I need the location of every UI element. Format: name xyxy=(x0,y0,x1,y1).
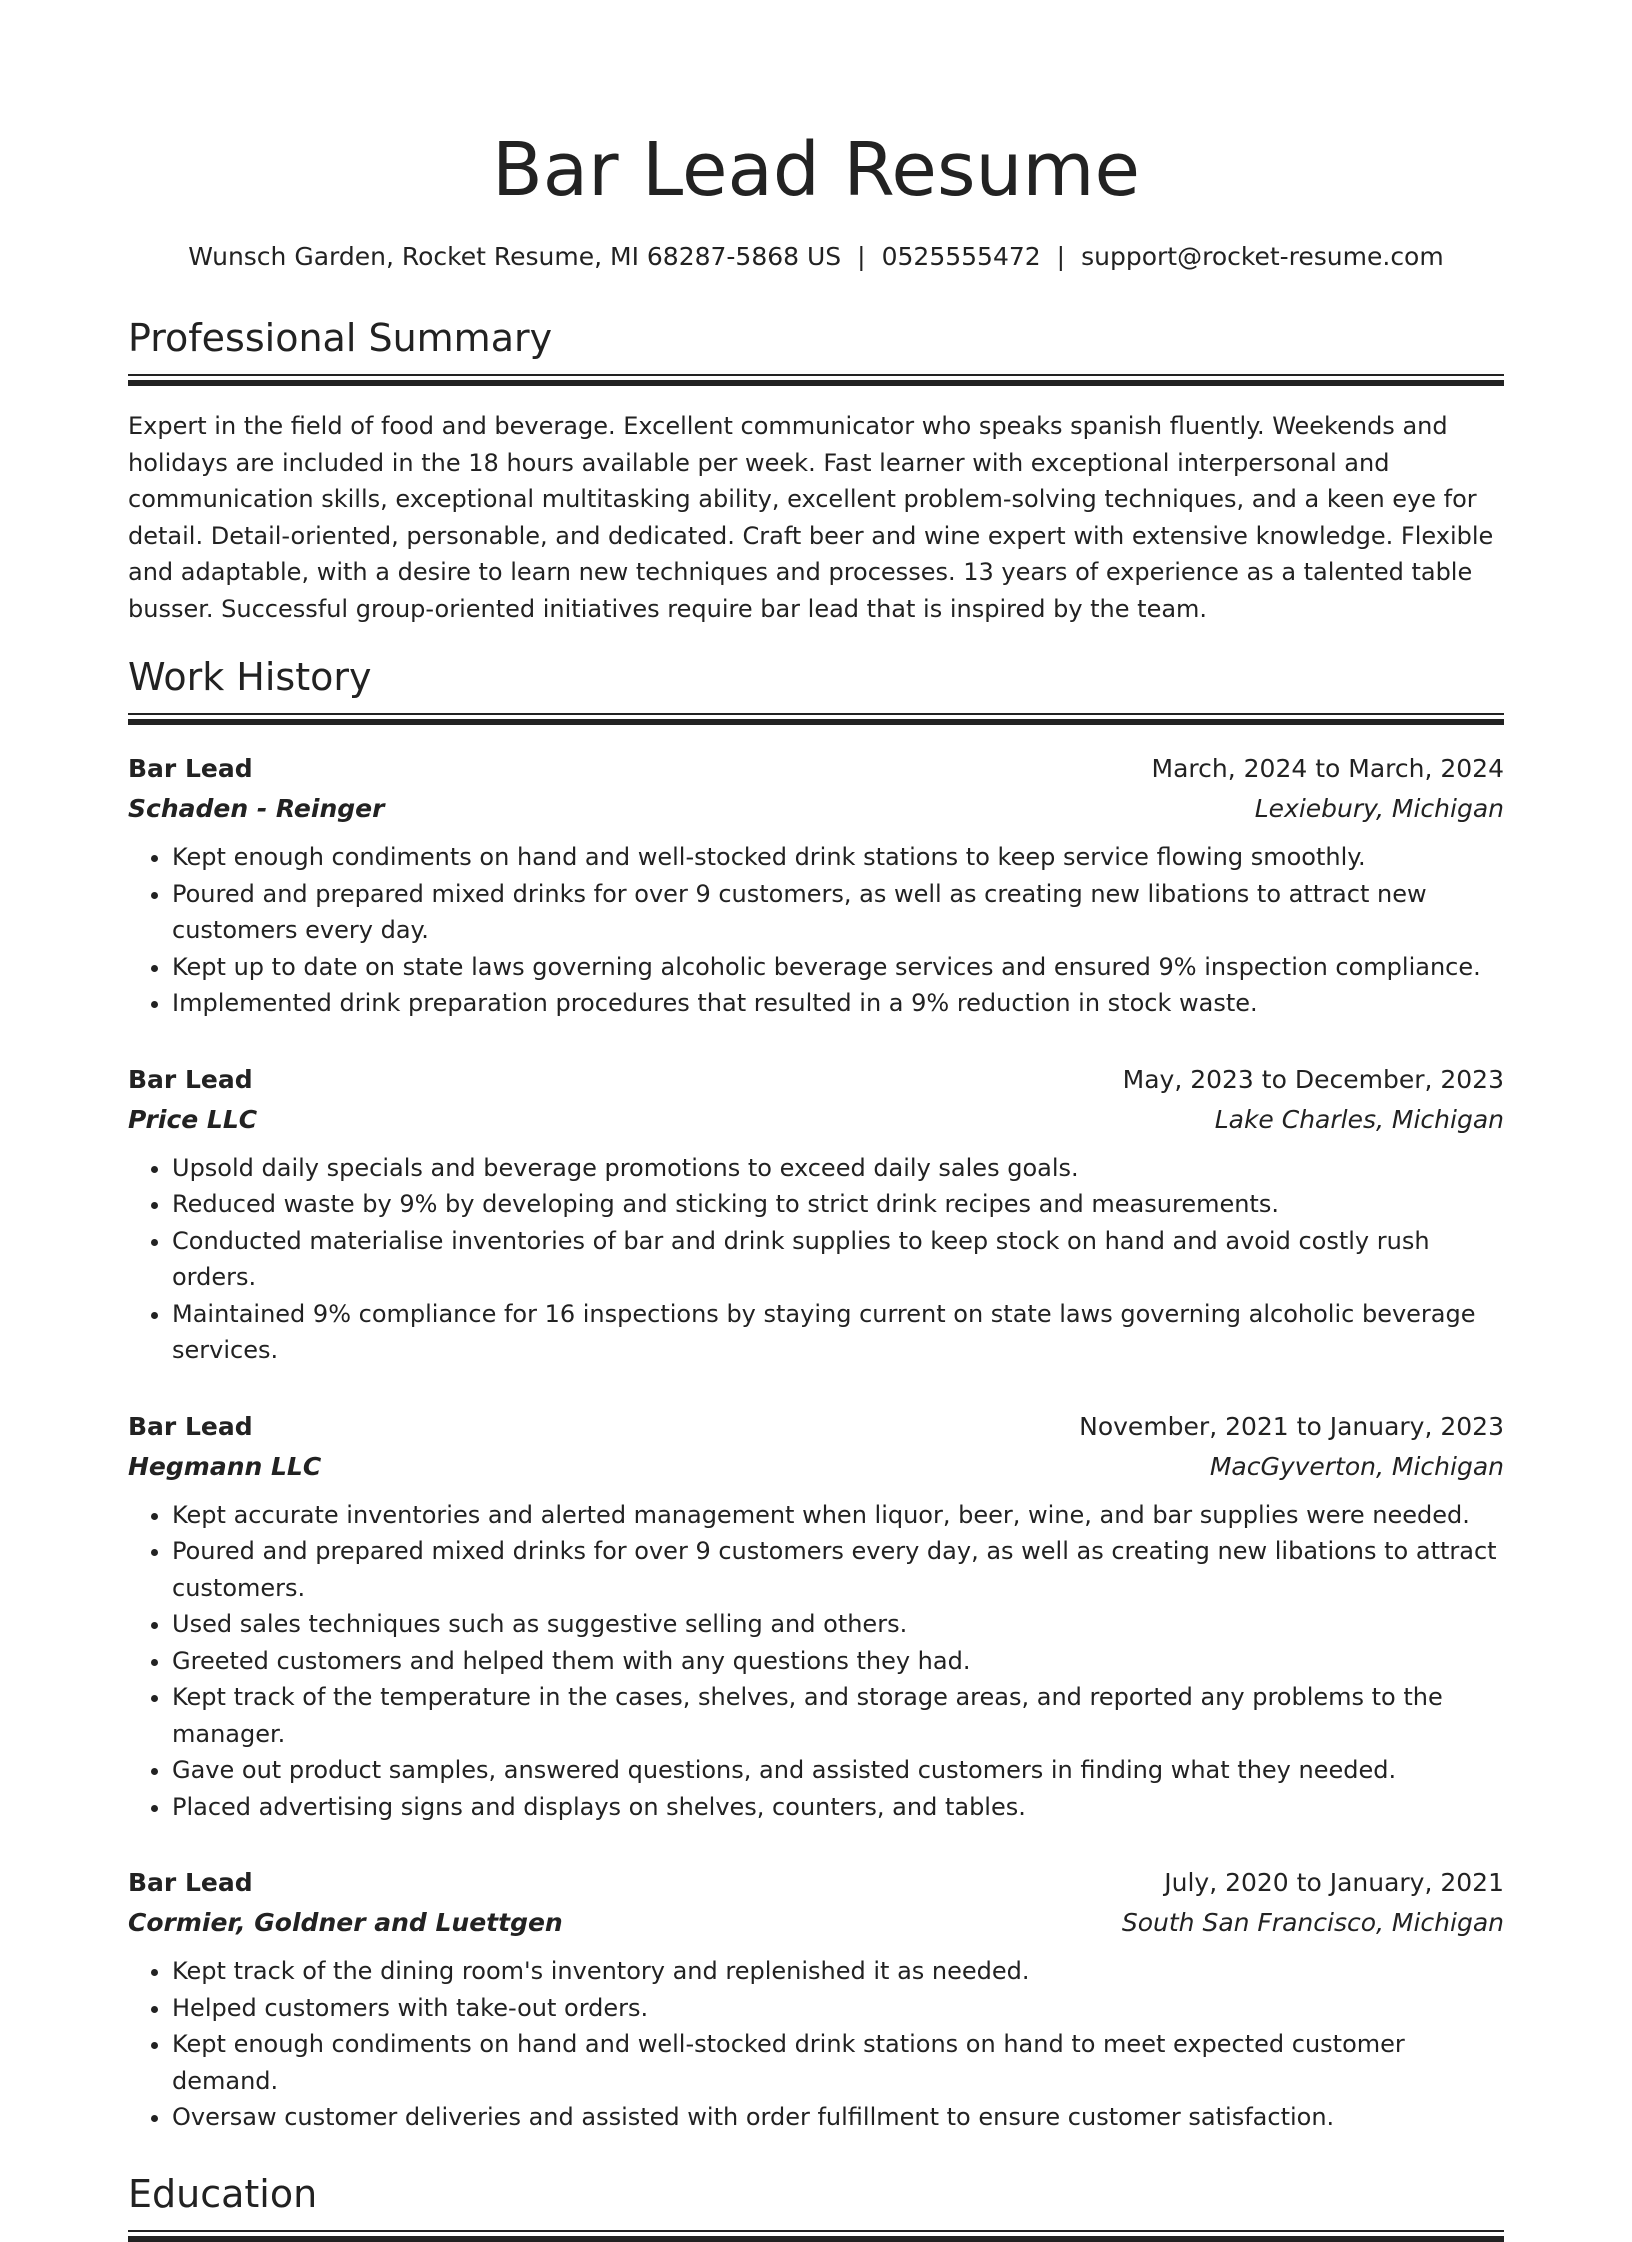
contact-separator: | xyxy=(1056,242,1066,271)
job-bullet: • Poured and prepared mixed drinks for over 9 customers, as well as creating new libations to attract new customers every day. xyxy=(172,876,1504,949)
section-title-summary: Professional Summary xyxy=(128,316,553,360)
job-bullet-list xyxy=(128,1497,1504,1826)
job-bullet: • Kept track of the dining room's inventory and replenished it as needed. xyxy=(172,1953,1504,1990)
job-company-row xyxy=(128,1903,1504,1943)
contact-line xyxy=(128,240,1504,274)
job-bullet: • Oversaw customer deliveries and assisted with order fulfillment to ensure customer satisfaction. xyxy=(172,2099,1504,2136)
job-bullet: • Kept enough condiments on hand and well-stocked drink stations on hand to meet expected customer demand. xyxy=(172,2026,1504,2099)
job-entry xyxy=(128,749,1504,1022)
section-divider xyxy=(128,2230,1504,2232)
job-company: Schaden - Reinger xyxy=(128,794,385,823)
work-history-section xyxy=(128,651,1504,2136)
job-location: MacGyverton, Michigan xyxy=(1209,1451,1504,1481)
job-header-row xyxy=(128,749,1504,789)
job-bullet: • Placed advertising signs and displays on shelves, counters, and tables. xyxy=(172,1789,1504,1826)
contact-phone: 0525555472 xyxy=(881,242,1041,271)
job-title: Bar Lead xyxy=(128,754,253,783)
job-bullet-list xyxy=(128,839,1504,1022)
job-bullet: • Kept up to date on state laws governing alcoholic beverage services and ensured 9% inspection compliance. xyxy=(172,949,1504,986)
job-title: Bar Lead xyxy=(128,1064,253,1094)
job-bullet: • Greeted customers and helped them with any questions they had. xyxy=(172,1643,1504,1680)
section-divider xyxy=(128,713,1504,715)
job-company-row xyxy=(128,789,1504,829)
job-title: Bar Lead xyxy=(128,1411,253,1441)
job-company: Price LLC xyxy=(128,1104,258,1134)
job-bullet: • Implemented drink preparation procedures that resulted in a 9% reduction in stock waste. xyxy=(172,985,1504,1022)
job-entry xyxy=(128,1863,1504,2136)
contact-address: Wunsch Garden, Rocket Resume, MI 68287-5868 US xyxy=(188,242,842,271)
job-bullet: • Helped customers with take-out orders. xyxy=(172,1990,1504,2027)
job-bullet-list xyxy=(128,1953,1504,2136)
job-company-row xyxy=(128,1100,1504,1140)
job-dates: May, 2023 to December, 2023 xyxy=(1122,1064,1504,1094)
section-title-education: Education xyxy=(128,2171,318,2216)
job-bullet-list xyxy=(128,1150,1504,1369)
job-dates: November, 2021 to January, 2023 xyxy=(1079,1411,1504,1441)
summary-text: Expert in the field of food and beverage. Excellent communicator who speaks spanish fluently. Weekends and holidays are included in the 18 hours available per week. Fast learner with exceptional interpersonal and communication skills, exceptional multitasking ability, excellent problem-solving techniques, and a keen eye for detail. Detail-oriented, personable, and dedicated. Craft beer and wine expert with extensive knowledge. Flexible and adaptable, with a desire to learn new techniques and processes. 13 years of experience as a talented table busser. Successful group-oriented initiatives require bar lead that is inspired by the team. xyxy=(128,412,1494,623)
job-location: South San Francisco, Michigan xyxy=(1121,1908,1504,1937)
job-bullet: • Kept enough condiments on hand and well-stocked drink stations to keep service flowing smoothly. xyxy=(172,839,1504,876)
job-company: Hegmann LLC xyxy=(128,1451,322,1481)
resume-title: Bar Lead Resume xyxy=(491,127,1141,213)
job-list xyxy=(128,749,1504,2136)
job-title: Bar Lead xyxy=(128,1868,253,1897)
job-header-row xyxy=(128,1060,1504,1100)
job-header-row xyxy=(128,1863,1504,1903)
job-dates: March, 2024 to March, 2024 xyxy=(1151,754,1504,783)
job-entry xyxy=(128,1407,1504,1826)
section-title-work: Work History xyxy=(128,655,372,699)
job-bullet: • Poured and prepared mixed drinks for over 9 customers every day, as well as creating new libations to attract customers. xyxy=(172,1533,1504,1606)
job-location: Lexiebury, Michigan xyxy=(1254,794,1504,823)
job-bullet: • Maintained 9% compliance for 16 inspections by staying current on state laws governing alcoholic beverage services. xyxy=(172,1296,1504,1369)
section-divider xyxy=(128,374,1504,376)
professional-summary-section xyxy=(128,312,1504,627)
job-entry xyxy=(128,1060,1504,1369)
job-dates: July, 2020 to January, 2021 xyxy=(1164,1868,1504,1897)
job-company: Cormier, Goldner and Luettgen xyxy=(128,1908,563,1937)
job-company-row xyxy=(128,1447,1504,1487)
job-location: Lake Charles, Michigan xyxy=(1214,1104,1504,1134)
job-bullet: • Kept track of the temperature in the cases, shelves, and storage areas, and reported any problems to the manager. xyxy=(172,1679,1504,1752)
job-bullet: • Upsold daily specials and beverage promotions to exceed daily sales goals. xyxy=(172,1150,1504,1187)
job-bullet: • Used sales techniques such as suggestive selling and others. xyxy=(172,1606,1504,1643)
job-bullet: • Kept accurate inventories and alerted management when liquor, beer, wine, and bar supplies were needed. xyxy=(172,1497,1504,1534)
job-bullet: • Gave out product samples, answered questions, and assisted customers in finding what they needed. xyxy=(172,1752,1504,1789)
job-bullet: • Conducted materialise inventories of bar and drink supplies to keep stock on hand and avoid costly rush orders. xyxy=(172,1223,1504,1296)
job-header-row xyxy=(128,1407,1504,1447)
education-section xyxy=(128,2168,1504,2232)
contact-separator: | xyxy=(857,242,866,271)
contact-email[interactable]: support@rocket-resume.com xyxy=(1081,242,1444,271)
job-bullet: • Reduced waste by 9% by developing and sticking to strict drink recipes and measurements. xyxy=(172,1186,1504,1223)
